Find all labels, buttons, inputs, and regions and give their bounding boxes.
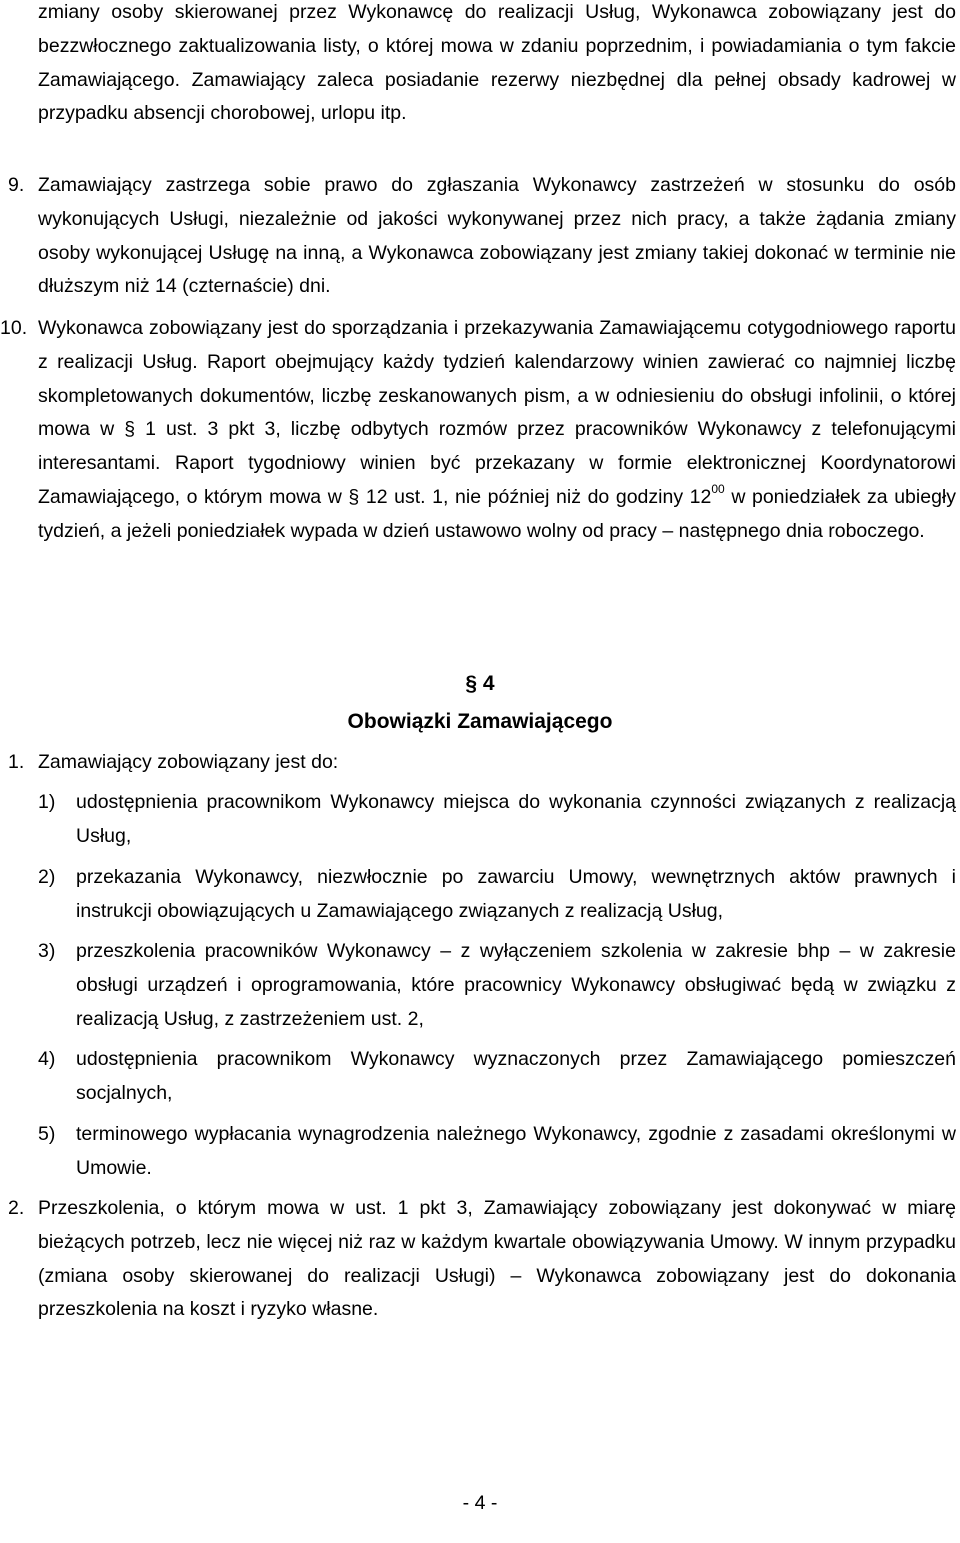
item-1-text: udostępnienia pracownikom Wykonawcy miejsca do wykonania czynności związanych z realizacją Usług, xyxy=(76,791,956,847)
item-5-number: 5) xyxy=(38,1123,56,1145)
clause-1-number: 1. xyxy=(8,751,25,773)
item-3-text: przeszkolenia pracowników Wykonawcy – z wyłączeniem szkolenia w zakresie bhp – w zakresie obsługi urządzeń i oprogramowania, które pracownicy Wykonawcy obsługiwać będą w związku z realizacją Usług, z zastrzeżeniem ust. 2, xyxy=(76,940,956,1030)
paragraph-10-text-b: w poniedziałek za ubiegły tydzień, a jeżeli poniedziałek wypada w dzień ustawowo wolny od pracy – następnego dnia roboczego. xyxy=(38,485,956,542)
paragraph-9-text: Zamawiający zastrzega sobie prawo do zgłaszania Wykonawcy zastrzeżeń w stosunku do osób wykonujących Usługi, niezależnie od jakości wykonywanej przez nich pracy, a także żądania zmiany osoby wykonującej Usługę na inną, a Wykonawca zobowiązany jest zmiany takiej dokonać w terminie nie dłuższym niż 14 (czternaście) dni. xyxy=(38,174,956,298)
paragraph-8-continuation: zmiany osoby skierowanej przez Wykonawcę do realizacji Usług, Wykonawca zobowiązany jest do bezzwłocznego zaktualizowania listy, o której mowa w zdaniu poprzednim, i powiadamiania o tym fakcie Zamawiającego. Zamawiający zaleca posiadanie rezerwy niezbędnej dla pełnej obsady kadrowej w przypadku absencji chorobowej, urlopu itp. xyxy=(38,1,956,125)
paragraph-10-text-a: Wykonawca zobowiązany jest do sporządzania i przekazywania Zamawiającemu cotygodniowego raportu z realizacji Usług. Raport obejmujący każdy tydzień kalendarzowy winien zawierać co najmniej liczbę skompletowanych dokumentów, liczbę zeskanowanych pism, a w odniesieniu do obsługi infolinii, o której mowa w § 1 ust. 3 pkt 3, liczbę odbytych rozmów przez pracowników Wykonawcy z telefonującymi interesantami. Raport tygodniowy winien być przekazany w formie elektronicznej Koordynatorowi Zamawiającego, o którym mowa w § 12 ust. 1, nie później niż do godziny 12 xyxy=(38,317,956,508)
paragraph-9-number: 9. xyxy=(8,174,25,196)
item-4-text: udostępnienia pracownikom Wykonawcy wyznaczonych przez Zamawiającego pomieszczeń socjalnych, xyxy=(76,1048,956,1104)
item-3-number: 3) xyxy=(38,940,56,962)
paragraph-10-text xyxy=(38,312,956,549)
hour-superscript: 00 xyxy=(711,481,725,496)
item-2-number: 2) xyxy=(38,866,56,888)
item-1-number: 1) xyxy=(38,791,56,813)
item-4-number: 4) xyxy=(38,1048,56,1070)
clause-2-number: 2. xyxy=(8,1197,25,1219)
paragraph-10-number: 10. xyxy=(0,317,28,339)
clause-1-text: Zamawiający zobowiązany jest do: xyxy=(38,751,339,773)
clause-2-text: Przeszkolenia, o którym mowa w ust. 1 pkt 3, Zamawiający zobowiązany jest dokonywać w miarę bieżących potrzeb, lecz nie więcej niż raz w każdym kwartale obowiązywania Umowy. W innym przypadku (zmiana osoby skierowanej do realizacji Usługi) – Wykonawca zobowiązany jest do dokonania przeszkolenia na koszt i ryzyko własne. xyxy=(38,1197,956,1321)
item-5-text: terminowego wypłacania wynagrodzenia należnego Wykonawcy, zgodnie z zasadami określonymi w Umowie. xyxy=(76,1123,956,1179)
section-title: Obowiązki Zamawiającego xyxy=(347,710,613,733)
item-2-text: przekazania Wykonawcy, niezwłocznie po zawarciu Umowy, wewnętrznych aktów prawnych i instrukcji obowiązujących u Zamawiającego związanych z realizacją Usług, xyxy=(76,866,956,922)
page-number: - 4 - xyxy=(462,1492,498,1514)
section-number: § 4 xyxy=(465,672,495,695)
